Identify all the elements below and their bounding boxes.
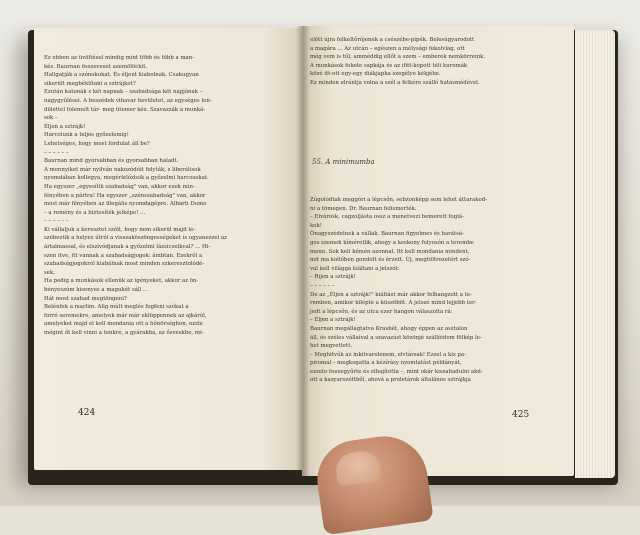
left-page-number: 424	[78, 408, 96, 418]
text-line: Ha pedig a munkások ellenük az igényeket, akkor az ön-	[44, 278, 199, 285]
text-line: még vem is tűl, amméddig ellőt a szem – emberek nemkörreink.	[310, 54, 486, 61]
book-gutter	[296, 26, 310, 476]
text-line: – Rijen a sztrájk!	[310, 274, 356, 281]
text-line: elött újra felkeltőrójenek a csészébe-pipék. Belesúgyarodott	[310, 37, 475, 43]
text-line: dülettel folemelt tár- meg ütemer kéz. Szavazzák a munká-	[44, 106, 206, 113]
right-page-text	[310, 196, 540, 385]
text-line: forró seremekre, amelyek már már eklöppennek az ajkáról,	[44, 312, 207, 319]
text-line: Belénfek a marlim. Alig múlt meglés fogfeni szókat a	[44, 304, 189, 311]
left-page-text	[44, 54, 272, 338]
text-line: mit ma kiélőben gondolt és érzett. Új, megtöltrezetért szó-	[310, 257, 471, 264]
text-line: – Éljen a sztrájk!	[310, 317, 356, 324]
text-line: – – – – – –	[310, 282, 335, 289]
text-line: – – – – – –	[44, 149, 69, 156]
text-line: A mennyiket már nyilván nakozódóit folyták, s liberálisok	[44, 166, 201, 173]
text-line: Lehetséges, hogy most fordulat áll be?	[44, 140, 150, 147]
text-line: szóbeztik a helyes útról a visszaköszöngességeket is ugyanezzel az	[44, 235, 228, 242]
text-line: amelyeket majd el kell mondania ott a hónörséghon, ezzle	[44, 321, 203, 328]
text-line: ott a kazyarozéttből, ahová a proletárok általános sztrájkja	[310, 377, 471, 384]
text-line: jedt a lépcsőn, és az utca ezer hangon válaszolta rá:	[310, 308, 453, 315]
text-line: sok –	[44, 115, 58, 122]
text-line: szen itve, itt vannak a szabadságjogok: ámbtan. Ezekről a	[44, 252, 203, 259]
text-line: Önagyszédelnek a vállak. Baurnan figyelmes és barátsá-	[310, 231, 464, 238]
text-line: Ezután katonák s két napnak – szabadsága két napjának –	[44, 89, 203, 96]
text-line: piromal – megkogatta a kézírásy nyomtatást példányát,	[310, 360, 462, 367]
text-line: – – – – – –	[44, 218, 69, 225]
text-line: – a remény és a biztosíték jelképe! ...	[44, 209, 146, 216]
text-line: Zúgolódtak meggóri a lépcsőn, sebzonképp sem lehet áttarakod-	[310, 197, 487, 203]
text-line: bényeszúm kisenyes a magukét sáll ...	[44, 287, 149, 294]
text-line: ni a tömegen. Dr. Baurnan felismerték.	[310, 205, 417, 212]
text-line: mégint őt kell vinni a tenkre, a gyárakba, az ősveskbe, mi-	[44, 330, 204, 336]
text-line: Éljen a sztrájk!	[44, 123, 86, 130]
text-line: gos szemek kíméretlik, ahogy a keskeny folyosón a terembe	[310, 239, 474, 246]
text-line: a magára ... Az utcán – egészen a mélysági fekolvlag, ott	[310, 45, 465, 52]
text-line: val kell világgá kiáltani a jelszót:	[310, 265, 400, 272]
right-page-number: 425	[512, 410, 530, 420]
text-line: Baurnan mind gyorsabban és gyorsabban haladt.	[44, 158, 179, 165]
text-line: Ez minden elrántja volna a szél a felkére szálló hatásmédével.	[310, 79, 480, 86]
text-line: ezzelo összegyűrte és elhajította –, mint okár kiszabadulni akd-	[310, 368, 483, 375]
text-line: remben, amikor kilépte a küszöböt. A jelszó mind lejjebb ter-	[310, 300, 477, 307]
text-line: Ez ebben az üvöltésel mindig mint több és több a man-	[44, 55, 195, 61]
text-line: kok!	[310, 222, 322, 229]
text-line: kés. Baurnan összeveset azemölöckit.	[44, 63, 148, 70]
text-line: most már fényében az illegális nyomdagépre. Albarti Dumo	[44, 201, 207, 208]
text-line: áll, és széles vállaival a szavazást közönjé szállóidom fölkép le-	[310, 334, 482, 341]
text-line: het megvettett.	[310, 343, 353, 350]
right-page-top-text	[310, 36, 540, 88]
text-line: De az „Éljen a sztrájk!" kiáltást már akkor felhangzott a te-	[310, 291, 472, 298]
text-line: szabadságjogokról kiabálnak most minden szkeresztolódé-	[44, 261, 205, 268]
text-line: nyomdában kollegya, megérlelőzteik a győzelmi harcosokat.	[44, 175, 209, 182]
text-line: Ha egyszer „egyesítik szabadság" van, akkor ezek min-	[44, 183, 195, 190]
chapter-heading: 55. A minimumba	[312, 158, 375, 166]
text-line: Harcolunk a teljes győzelemig!	[44, 132, 129, 139]
text-line: A munkások fekete sapkája és az ifitt-kopott téli kuromák	[310, 62, 468, 69]
text-line: – Meghitvűk az inkitvarolenem, elvtársak! Ezzel a kis pa-	[310, 351, 466, 358]
text-line: ártalmassal, és elszívódjanak a győzelmi lázsicselkval? ... Hi-	[44, 244, 211, 251]
text-line: Baurnan megállagtatva Krasbét, ahogy éppen az asztalon	[310, 325, 468, 332]
text-line: sek.	[44, 269, 55, 276]
text-line: fényében a pártra! Ha egyszer „szénszabadság" van, akkor	[44, 192, 206, 199]
text-line: közé itt-ott egy-egy diákjapka szegélye kékjébe.	[310, 71, 441, 78]
text-line: menn. Sok kell kémén azonnal. Itt kell mondania mindent,	[310, 248, 470, 255]
text-line: Hallgatják a szónokokat. És éljent kiabolnak. Csakugyan	[44, 72, 199, 79]
text-line: sikerült megbéklítani a sztrájkot?	[44, 80, 136, 87]
text-line: Ki vállaljuk a keresztet szólt, hogy nem sikerül majd le-	[44, 226, 196, 233]
page-stack-edge	[575, 30, 615, 478]
text-line: Hát most szabad megtöngeni?	[44, 295, 127, 302]
text-line: – Elvárosk, cagzoljásta ossz a menetvezi bemerett foglá-	[310, 214, 464, 221]
text-line: nagygyűlései. A beszédek vihavar hevületet, az egységes len-	[44, 97, 212, 104]
